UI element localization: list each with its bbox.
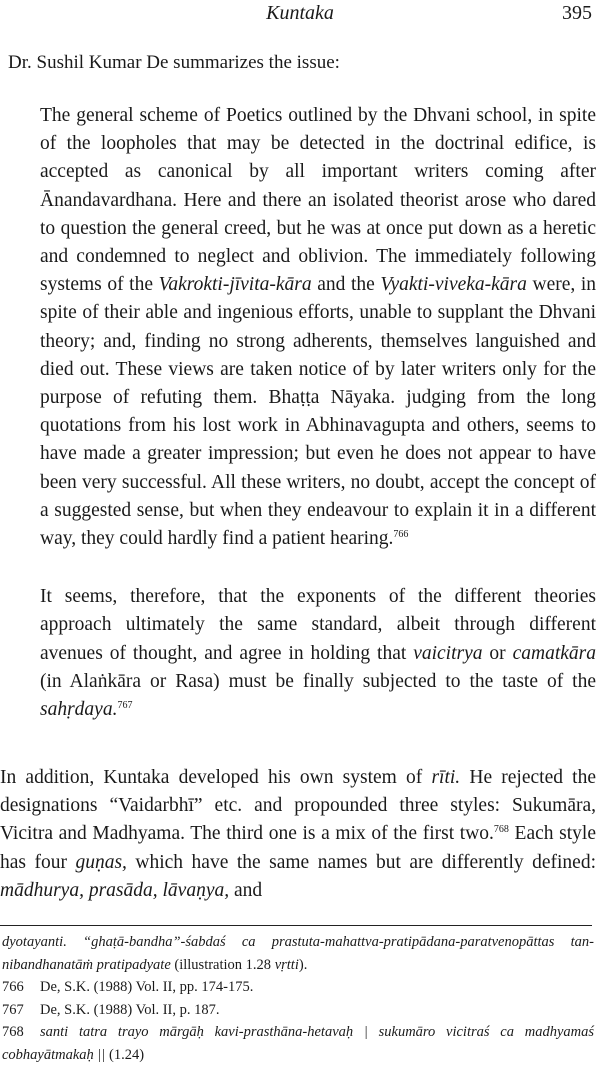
quote-paragraph-2 [40, 583, 596, 724]
italic-run: dyotayanti. “ghaṭā-bandha”-śabdaś ca prastuta-mahattva-pratipādana-paratvenopāttas tan-nibandhanatāṁ pratipadyate [2, 934, 594, 973]
italic-run: camatkāra [512, 642, 596, 664]
italic-run: sahṛdaya. [40, 699, 118, 721]
text-run: (in Alaṅkāra or Rasa) must be finally subjected to the taste of the [40, 670, 596, 692]
italic-run: Vyakti-viveka-kāra [380, 274, 527, 296]
footnote-text [2, 1024, 594, 1063]
running-head: Kuntaka [266, 2, 334, 24]
block-quote [40, 102, 596, 724]
italic-run: rīti. [431, 767, 461, 788]
text-run: Each style has four [0, 823, 596, 873]
text-run: were, in spite of their able and ingenious efforts, unable to supplant the Dhvani theory; and, finding no strong adherents, themselves languished and died out. These views are taken notice of by later writers only for the purpose of refuting them. Bhaṭṭa Nāyaka. judging from the long quotations from his lost work in Abhinavagupta and others, seems to have made a greater impression; but even he does not appear to have been very successful. All these writers, no doubt, accept the concept of a suggested sense, but when they endeavour to explain it in a different way, they could hardly find a patient hearing. [40, 274, 596, 550]
italic-run: vṛtti [274, 956, 299, 973]
quote-paragraph-1 [40, 102, 596, 553]
intro-line: Dr. Sushil Kumar De summarizes the issue: [8, 52, 340, 73]
footnote-number: 768 [2, 1024, 24, 1040]
page-header [0, 0, 600, 30]
footnote-number: 767 [2, 1001, 24, 1018]
text-run: which have the same names but are differently defined: [126, 851, 596, 873]
body-text [0, 764, 596, 905]
footnote-text: De, S.K. (1988) Vol. II, p. 187. [40, 1001, 220, 1018]
italic-run: santi tatra trayo mārgāḥ kavi-prasthāna-hetavaḥ | sukumāro vicitraś ca madhyamaś cobhayātmakaḥ || [2, 1024, 594, 1063]
text-run: (1.24) [105, 1046, 145, 1063]
footnote-ref: 766 [393, 529, 409, 541]
body-paragraph-1 [0, 764, 596, 905]
italic-run: Vakrokti-jīvita-kāra [158, 274, 312, 296]
footnote-766 [2, 976, 594, 999]
italic-run: guṇas, [75, 851, 127, 873]
text-run: or [482, 642, 513, 664]
text-run: In addition, Kuntaka developed his own system of [0, 767, 432, 788]
text-run: and the [311, 274, 381, 296]
text-run: It seems, therefore, that the exponents of the different theories approach ultimately the same standard, albeit through different avenues of thought, and agree in holding that [40, 586, 596, 664]
footnotes [2, 931, 594, 1066]
footnote-767 [2, 999, 594, 1022]
italic-run: vaicitrya [413, 642, 483, 664]
italic-run: mādhurya, prasāda, lāvaṇya, [0, 879, 230, 901]
text-run: The general scheme of Poetics outlined by the Dhvani school, in spite of the loopholes that may be detected in the doctrinal edifice, is accepted as canonical by all important writers coming after Ānandavardhana. Here and there an isolated theorist arose who dared to question the general creed, but he was at once put down as a heretic and condemned to neglect and oblivion. The immediately following systems of the [40, 105, 596, 296]
footnote-768 [2, 1021, 594, 1066]
footnote-ref: 768 [493, 824, 509, 836]
text-run: ). [298, 956, 308, 973]
footnote-ref: 767 [117, 700, 133, 712]
text-run: He rejected the designations “Vaidarbhī” etc. and propounded three styles: Sukumāra, Vicitra and Madhyama. The third one is a mix of the first two. [0, 767, 596, 845]
text-run: and [229, 879, 263, 901]
footnote-continuation [2, 931, 594, 976]
footnote-number: 766 [2, 979, 24, 995]
footnote-rule [0, 925, 592, 926]
footnote-text: De, S.K. (1988) Vol. II, pp. 174-175. [40, 979, 254, 995]
text-run: (illustration 1.28 [170, 956, 275, 973]
page-number: 395 [562, 2, 592, 24]
